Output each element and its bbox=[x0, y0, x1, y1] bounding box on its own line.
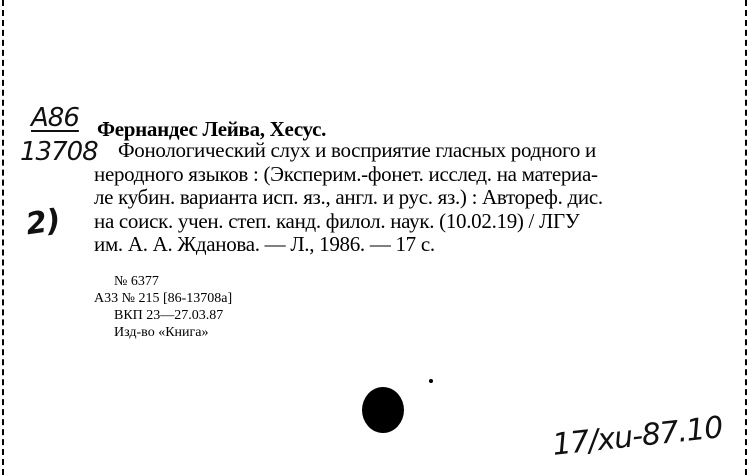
metadata-vkp: ВКП 23—27.03.87 bbox=[114, 308, 224, 323]
handwritten-copy-mark: 2) bbox=[23, 202, 63, 243]
card-metadata bbox=[94, 273, 232, 341]
handwritten-date: 17/xu-87.10 bbox=[550, 410, 725, 463]
metadata-number: № 6377 bbox=[114, 274, 159, 289]
card-left-border bbox=[2, 0, 4, 475]
handwritten-shelf-code: A86 bbox=[31, 103, 79, 133]
punch-hole bbox=[362, 387, 404, 433]
ink-dot bbox=[429, 379, 433, 383]
description-line: ле кубин. варианта исп. яз., англ. и рус. яз.) : Автореф. дис. bbox=[94, 185, 603, 209]
entry-author: Фернандес Лейва, Хесус. bbox=[97, 117, 327, 141]
description-line: Фонологический слух и восприятие гласных родного и bbox=[118, 138, 596, 162]
handwritten-inventory-number: 13708 bbox=[20, 137, 98, 167]
metadata-publisher: Изд-во «Книга» bbox=[114, 325, 209, 340]
description-line: на соиск. учен. степ. канд. филол. наук. (10.02.19) / ЛГУ bbox=[94, 208, 580, 233]
metadata-registration: А33 № 215 [86-13708а] bbox=[94, 291, 233, 306]
description-line: им. А. А. Жданова. — Л., 1986. — 17 с. bbox=[94, 232, 435, 256]
entry-description bbox=[94, 139, 716, 257]
description-line: неродного языков : (Эксперим.-фонет. исслед. на материа- bbox=[94, 161, 598, 186]
card-right-border bbox=[745, 0, 747, 475]
